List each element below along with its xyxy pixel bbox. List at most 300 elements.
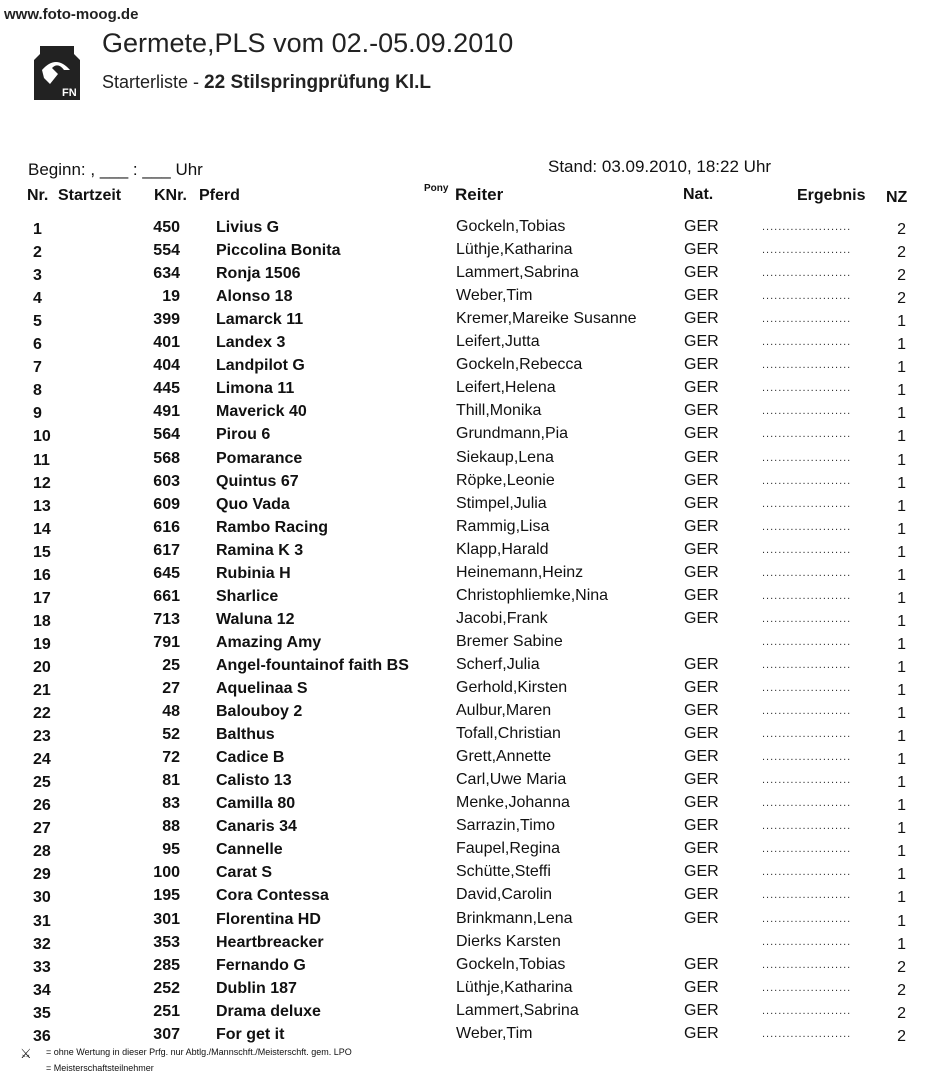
row-nz: 1 [897, 635, 906, 653]
row-knr: 83 [162, 795, 180, 813]
row-knr: 791 [153, 633, 180, 651]
table-row [0, 472, 950, 495]
row-result-dots: ...................... [762, 981, 852, 994]
row-result-dots: ...................... [762, 267, 852, 280]
row-nation: GER [684, 287, 719, 305]
row-result-dots: ...................... [762, 497, 852, 510]
row-result-dots: ...................... [762, 820, 852, 833]
table-row [0, 241, 950, 264]
table-row [0, 379, 950, 402]
row-rider: Heinemann,Heinz [456, 563, 584, 581]
row-result-dots: ...................... [762, 1004, 852, 1017]
row-nation: GER [684, 241, 719, 259]
row-result-dots: ...................... [762, 635, 852, 648]
row-nr: 13 [33, 497, 51, 515]
row-rider: Thill,Monika [456, 402, 542, 420]
row-knr: 88 [162, 818, 180, 836]
row-result-dots: ...................... [762, 359, 852, 372]
row-rider: Röpke,Leonie [456, 471, 555, 489]
header-startzeit: Startzeit [58, 187, 122, 204]
row-result-dots: ...................... [762, 612, 852, 625]
row-horse: Heartbreacker [216, 933, 324, 951]
row-result-dots: ...................... [762, 774, 852, 787]
row-horse: Cannelle [216, 841, 283, 859]
row-rider: Grundmann,Pia [456, 425, 569, 443]
table-row [0, 264, 950, 287]
row-horse: Pomarance [216, 449, 303, 467]
table-row [0, 679, 950, 702]
row-nation: GER [684, 725, 719, 743]
row-nr: 2 [33, 244, 42, 262]
row-result-dots: ...................... [762, 428, 852, 441]
row-horse: Limona 11 [216, 380, 295, 398]
row-result-dots: ...................... [762, 912, 852, 925]
row-nz: 1 [897, 912, 906, 930]
row-rider: Klapp,Harald [456, 540, 549, 558]
table-row [0, 979, 950, 1002]
row-nr: 1 [33, 221, 42, 238]
row-nr: 17 [33, 589, 51, 607]
row-nr: 7 [33, 359, 42, 377]
row-nz: 1 [897, 543, 906, 561]
row-rider: Stimpel,Julia [456, 494, 547, 512]
row-horse: Pirou 6 [216, 426, 271, 444]
row-knr: 603 [153, 472, 180, 490]
row-horse: Maverick 40 [216, 403, 307, 421]
row-result-dots: ...................... [762, 313, 852, 326]
row-nr: 28 [33, 843, 51, 861]
row-knr: 554 [153, 242, 180, 260]
table-row [0, 541, 950, 564]
row-nr: 34 [33, 981, 51, 999]
row-nr: 35 [33, 1004, 51, 1022]
start-time-label: Beginn: , ___ : ___ Uhr [28, 160, 203, 179]
row-nr: 11 [33, 451, 50, 469]
row-nz: 1 [897, 820, 906, 838]
row-horse: Dublin 187 [216, 979, 297, 997]
table-row [0, 425, 950, 448]
row-knr: 661 [153, 587, 180, 605]
row-nation: GER [684, 448, 719, 466]
row-nz: 1 [897, 382, 906, 400]
table-row [0, 1025, 950, 1048]
row-horse: Balouboy 2 [216, 703, 303, 721]
row-horse: Calisto 13 [216, 772, 292, 790]
row-knr: 285 [153, 956, 180, 974]
row-horse: Drama deluxe [216, 1002, 321, 1020]
row-nz: 1 [897, 751, 906, 769]
row-nation: GER [684, 310, 719, 328]
row-result-dots: ...................... [762, 290, 852, 303]
row-knr: 616 [153, 518, 180, 536]
row-nr: 14 [33, 520, 51, 538]
table-row [0, 218, 950, 241]
row-result-dots: ...................... [762, 658, 852, 671]
stand-timestamp: Stand: 03.09.2010, 18:22 Uhr [548, 157, 772, 176]
table-row [0, 702, 950, 725]
row-nation: GER [684, 494, 719, 512]
table-row [0, 748, 950, 771]
row-nr: 21 [33, 682, 51, 699]
row-nation: GER [684, 655, 719, 673]
row-nz: 2 [897, 267, 906, 285]
row-nz: 1 [897, 474, 906, 492]
row-horse: Lamarck 11 [216, 311, 304, 329]
row-nz: 1 [897, 774, 906, 792]
row-rider: Lammert,Sabrina [456, 264, 579, 282]
header-nz: NZ [886, 189, 908, 206]
row-knr: 399 [153, 311, 180, 329]
row-horse: Rambo Racing [216, 518, 329, 536]
row-knr: 450 [153, 219, 180, 236]
row-rider: Menke,Johanna [456, 794, 570, 812]
row-nz: 2 [897, 290, 906, 308]
row-nz: 1 [897, 728, 906, 746]
row-knr: 25 [162, 656, 180, 674]
row-nation: GER [684, 748, 719, 766]
row-rider: Lüthje,Katharina [456, 241, 573, 259]
row-nz: 2 [897, 981, 906, 999]
row-nz: 2 [897, 1004, 906, 1022]
row-result-dots: ...................... [762, 589, 852, 602]
row-nation: GER [684, 425, 719, 443]
table-row [0, 817, 950, 840]
row-horse: Aquelinaa S [216, 680, 308, 697]
row-horse: Fernando G [216, 956, 306, 974]
row-rider: Rammig,Lisa [456, 517, 550, 535]
row-horse: Camilla 80 [216, 795, 296, 813]
row-horse: Balthus [216, 726, 275, 744]
row-horse: Angel-fountainof faith BS [216, 656, 409, 674]
row-knr: 19 [162, 288, 180, 306]
row-rider: Bremer Sabine [456, 632, 563, 650]
row-nz: 1 [897, 336, 906, 354]
row-nation: GER [684, 863, 719, 881]
header-ergebnis: Ergebnis [797, 187, 866, 204]
row-result-dots: ...................... [762, 566, 852, 579]
row-result-dots: ...................... [762, 682, 852, 694]
table-row [0, 1002, 950, 1025]
row-nation: GER [684, 679, 719, 696]
row-nz: 2 [897, 958, 906, 976]
table-row [0, 886, 950, 909]
table-row [0, 587, 950, 610]
row-nr: 4 [33, 290, 42, 308]
row-rider: Leifert,Jutta [456, 333, 540, 351]
table-row [0, 725, 950, 748]
row-result-dots: ...................... [762, 705, 852, 718]
row-nation: GER [684, 817, 719, 835]
row-nation: GER [684, 609, 719, 627]
row-rider: David,Carolin [456, 886, 553, 904]
table-row [0, 333, 950, 356]
table-row [0, 495, 950, 518]
row-knr: 48 [162, 703, 180, 721]
subtitle-prefix: Starterliste - [102, 72, 200, 92]
row-horse: Sharlice [216, 587, 279, 605]
row-nr: 32 [33, 935, 51, 953]
row-horse: Cora Contessa [216, 887, 329, 905]
row-nation: GER [684, 1024, 719, 1042]
row-knr: 27 [162, 680, 180, 697]
row-knr: 252 [153, 979, 180, 997]
row-nr: 24 [33, 751, 51, 769]
row-nation: GER [684, 540, 719, 558]
row-knr: 95 [162, 841, 180, 859]
row-knr: 404 [153, 357, 180, 375]
row-nr: 5 [33, 313, 42, 331]
page-subtitle [102, 72, 431, 94]
row-knr: 645 [153, 564, 180, 582]
row-result-dots: ...................... [762, 889, 852, 902]
row-knr: 634 [153, 265, 180, 283]
row-knr: 301 [153, 910, 180, 928]
row-nz: 1 [897, 682, 906, 699]
row-nr: 18 [33, 612, 51, 630]
header-pferd: Pferd [199, 187, 240, 204]
table-row [0, 633, 950, 656]
row-nz: 2 [897, 1027, 906, 1045]
row-nation: GER [684, 771, 719, 789]
row-nr: 15 [33, 543, 51, 561]
header-reiter: Reiter [455, 185, 504, 204]
row-result-dots: ...................... [762, 843, 852, 856]
table-row [0, 310, 950, 333]
row-rider: Faupel,Regina [456, 840, 561, 858]
row-nz: 1 [897, 935, 906, 953]
row-result-dots: ...................... [762, 221, 852, 233]
row-nr: 16 [33, 566, 51, 584]
table-row [0, 840, 950, 863]
row-nation: GER [684, 955, 719, 973]
table-row [0, 287, 950, 310]
row-nr: 3 [33, 267, 42, 285]
row-horse: Amazing Amy [216, 633, 322, 651]
row-nation: GER [684, 886, 719, 904]
table-row [0, 933, 950, 956]
row-result-dots: ...................... [762, 1027, 852, 1040]
row-rider: Brinkmann,Lena [456, 909, 573, 927]
row-rider: Tofall,Christian [456, 725, 561, 743]
table-row [0, 771, 950, 794]
row-nation: GER [684, 379, 719, 397]
row-knr: 100 [153, 864, 180, 882]
row-nr: 6 [33, 336, 42, 354]
row-nation: GER [684, 264, 719, 282]
row-rider: Scherf,Julia [456, 655, 540, 673]
row-rider: Carl,Uwe Maria [456, 771, 567, 789]
row-rider: Lammert,Sabrina [456, 1001, 579, 1019]
table-row [0, 449, 950, 472]
row-nation: GER [684, 1001, 719, 1019]
row-nz: 1 [897, 359, 906, 377]
row-knr: 401 [153, 334, 180, 352]
footer-note-championship: = Meisterschaftsteilnehmer [46, 1063, 154, 1073]
row-nr: 22 [33, 705, 51, 723]
row-rider: Weber,Tim [456, 287, 533, 305]
row-nation: GER [684, 840, 719, 858]
row-nr: 29 [33, 866, 51, 884]
row-nation: GER [684, 471, 719, 489]
row-rider: Siekaup,Lena [456, 448, 554, 466]
watermark: www.foto-moog.de [4, 6, 139, 23]
row-nation: GER [684, 402, 719, 420]
row-horse: Quo Vada [216, 495, 290, 513]
row-nz: 1 [897, 313, 906, 331]
row-knr: 617 [153, 541, 180, 559]
row-nation: GER [684, 586, 719, 604]
row-rider: Dierks Karsten [456, 932, 561, 950]
row-horse: Piccolina Bonita [216, 242, 341, 260]
row-rider: Gockeln,Tobias [456, 955, 566, 973]
row-result-dots: ...................... [762, 520, 852, 533]
row-knr: 52 [162, 726, 180, 744]
row-nr: 27 [33, 820, 51, 838]
row-rider: Aulbur,Maren [456, 702, 552, 720]
row-rider: Lüthje,Katharina [456, 978, 573, 996]
row-result-dots: ...................... [762, 405, 852, 418]
table-row [0, 956, 950, 979]
row-nz: 1 [897, 566, 906, 584]
row-nr: 12 [33, 474, 51, 492]
row-horse: For get it [216, 1025, 285, 1043]
row-nr: 26 [33, 797, 51, 815]
table-row [0, 564, 950, 587]
row-nation: GER [684, 333, 719, 351]
row-horse: Ramina K 3 [216, 541, 304, 559]
row-nr: 8 [33, 382, 42, 400]
row-result-dots: ...................... [762, 543, 852, 556]
row-nz: 1 [897, 428, 906, 446]
row-knr: 713 [153, 610, 180, 628]
row-nz: 1 [897, 658, 906, 676]
row-nz: 1 [897, 520, 906, 538]
row-nz: 2 [897, 221, 906, 238]
no-rating-icon: ⚔ [20, 1046, 32, 1061]
row-result-dots: ...................... [762, 751, 852, 764]
row-nation: GER [684, 356, 719, 374]
row-nr: 33 [33, 958, 51, 976]
fn-logo [28, 40, 86, 102]
row-knr: 491 [153, 403, 180, 421]
row-rider: Kremer,Mareike Susanne [456, 310, 637, 328]
row-nz: 1 [897, 497, 906, 515]
row-nz: 1 [897, 451, 906, 469]
row-result-dots: ...................... [762, 451, 852, 464]
row-horse: Landex 3 [216, 334, 286, 352]
header-pony: Pony [424, 183, 449, 194]
row-horse: Ronja 1506 [216, 265, 301, 283]
table-row [0, 910, 950, 933]
fn-logo-label: FN [62, 87, 77, 99]
row-knr: 445 [153, 380, 180, 398]
row-horse: Livius G [216, 219, 280, 236]
table-row [0, 656, 950, 679]
row-nr: 9 [33, 405, 42, 423]
row-horse: Cadice B [216, 749, 285, 767]
row-rider: Gockeln,Rebecca [456, 356, 583, 374]
row-rider: Christophliemke,Nina [456, 586, 609, 604]
row-knr: 81 [162, 772, 180, 790]
table-row [0, 356, 950, 379]
row-nz: 1 [897, 843, 906, 861]
row-knr: 307 [153, 1025, 180, 1043]
row-horse: Alonso 18 [216, 288, 293, 306]
row-rider: Leifert,Helena [456, 379, 556, 397]
header-knr: KNr. [154, 187, 187, 204]
table-row [0, 863, 950, 886]
row-knr: 353 [153, 933, 180, 951]
row-result-dots: ...................... [762, 728, 852, 741]
row-result-dots: ...................... [762, 935, 852, 948]
row-knr: 568 [153, 449, 180, 467]
header-nr: Nr. [27, 187, 49, 204]
row-nr: 19 [33, 635, 51, 653]
row-rider: Gerhold,Kirsten [456, 679, 568, 696]
row-horse: Quintus 67 [216, 472, 299, 490]
row-horse: Canaris 34 [216, 818, 297, 836]
row-nr: 23 [33, 728, 51, 746]
table-row [0, 794, 950, 817]
table-row [0, 518, 950, 541]
row-knr: 72 [162, 749, 180, 767]
row-nz: 1 [897, 866, 906, 884]
row-horse: Florentina HD [216, 910, 321, 928]
row-horse: Waluna 12 [216, 610, 295, 628]
row-nation: GER [684, 978, 719, 996]
row-rider: Grett,Annette [456, 748, 552, 766]
row-nz: 1 [897, 705, 906, 723]
row-nation: GER [684, 909, 719, 927]
row-horse: Carat S [216, 864, 273, 882]
row-result-dots: ...................... [762, 474, 852, 487]
row-rider: Weber,Tim [456, 1024, 533, 1042]
row-rider: Schütte,Steffi [456, 863, 551, 881]
row-nr: 20 [33, 658, 51, 676]
row-nation: GER [684, 702, 719, 720]
row-knr: 564 [153, 426, 180, 444]
row-rider: Gockeln,Tobias [456, 218, 566, 235]
row-nr: 10 [33, 428, 51, 446]
row-result-dots: ...................... [762, 336, 852, 349]
row-result-dots: ...................... [762, 958, 852, 971]
table-row [0, 610, 950, 633]
row-result-dots: ...................... [762, 866, 852, 879]
competition-name: 22 Stilspringprüfung Kl.L [204, 72, 431, 93]
row-horse: Rubinia H [216, 564, 291, 582]
table-row [0, 402, 950, 425]
row-nr: 36 [33, 1027, 51, 1045]
row-nation: GER [684, 517, 719, 535]
row-nz: 2 [897, 244, 906, 262]
header-nat: Nat. [683, 186, 714, 203]
row-nz: 1 [897, 612, 906, 630]
row-nz: 1 [897, 797, 906, 815]
row-nation: GER [684, 563, 719, 581]
footer-note-no-rating: = ohne Wertung in dieser Prfg. nur Abtlg./Mannschft./Meisterschft. gem. LPO [46, 1047, 352, 1057]
row-horse: Landpilot G [216, 357, 305, 375]
row-result-dots: ...................... [762, 797, 852, 810]
row-nation: GER [684, 218, 719, 235]
row-nr: 30 [33, 889, 51, 907]
row-nz: 1 [897, 405, 906, 423]
row-nr: 31 [33, 912, 51, 930]
row-nz: 1 [897, 889, 906, 907]
row-knr: 609 [153, 495, 180, 513]
row-rider: Sarrazin,Timo [456, 817, 555, 835]
row-rider: Jacobi,Frank [456, 609, 548, 627]
row-result-dots: ...................... [762, 382, 852, 395]
